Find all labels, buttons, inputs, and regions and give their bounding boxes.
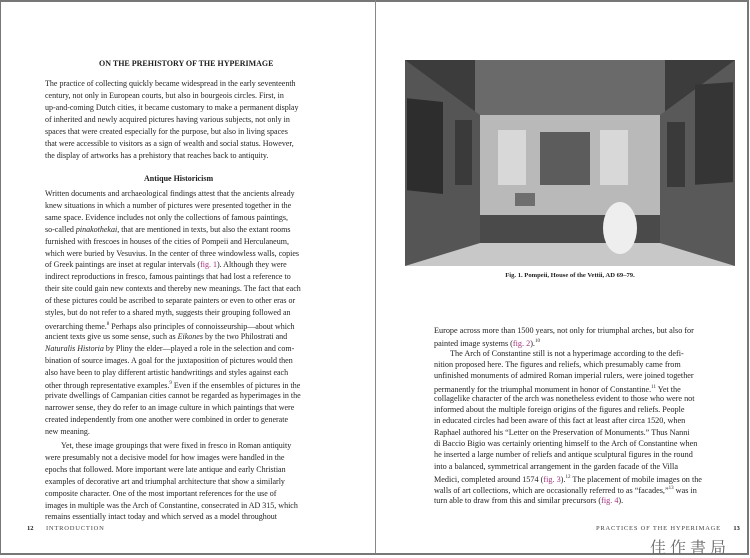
text-run: The placement of mobile images on the [570, 474, 702, 484]
text-line [434, 438, 697, 450]
text-run: turn able to draw from this and similar precursors ( [434, 495, 602, 505]
text-run: ). [618, 495, 624, 505]
text-run: nition proposed here. The figures and reliefs, which presumably came from [434, 359, 681, 369]
text-line [45, 283, 301, 295]
text-line [45, 295, 295, 307]
running-head-right: PRACTICES OF THE HYPERIMAGE [596, 525, 721, 532]
text-run: ). [560, 474, 566, 484]
footnote-marker[interactable]: 13 [668, 486, 674, 492]
text-run: The Arch of Constantine still is not a hyperimage according to the defi- [450, 348, 684, 358]
text-run: ). [530, 339, 535, 349]
text-line [45, 307, 291, 319]
text-run: century, not only in European courts, but also in bourgeois circles. First, in [45, 91, 284, 100]
left-footer [27, 525, 105, 532]
text-run: he inserted a large number of reliefs and antique sculptural figures in the round [434, 450, 693, 460]
text-run: Medici, completed around 1574 ( [434, 474, 544, 484]
text-line [45, 452, 284, 464]
text-run: other through representative examples. [45, 381, 170, 391]
text-line [45, 102, 298, 114]
text-run: indirect reproductions in fresco, famous paintings that had lost a reference to [45, 272, 291, 282]
text-run: of these pictures could be ascribed to separate painters or even to other eras or [45, 296, 296, 306]
footnote-marker[interactable]: 12 [565, 474, 571, 480]
text-line [434, 404, 685, 416]
text-line [45, 343, 294, 355]
text-run: also have been to play different artistic handwritings and styles against each [45, 367, 289, 377]
text-line [45, 367, 288, 379]
figure-reference-link[interactable]: fig. 3 [543, 474, 561, 484]
italic-title: pinakothekai [75, 224, 118, 234]
text-run: Raphael authored his “Letter on the Preservation of Monuments.” Thus Nanni [434, 427, 690, 437]
text-run: Even if the ensembles of pictures in the [171, 381, 301, 391]
text-run: their site could gain new contexts and thereby new meanings. The fact that each [45, 284, 301, 294]
text-run: remains essentially intact today and which served as a model throughout [45, 512, 277, 522]
text-run: overarching theme. [45, 321, 107, 331]
text-run: Perhaps also principles of connoisseurship—about which [109, 321, 295, 331]
text-run: , that are mentioned in texts, but also the extant rooms [117, 224, 291, 234]
text-run: Yet, these image groupings that were fixed in fresco in Roman antiquity [61, 441, 292, 450]
text-line [45, 236, 289, 248]
text-run: private dwellings of Campanian cities cannot be regarded as hyperimages in the [45, 391, 301, 401]
text-run: narrower sense, they do refer to an image culture in which paintings that were [45, 403, 295, 413]
text-run: furnished with frescoes in houses of the cities of Pompeii and Herculaneum, [45, 236, 289, 246]
text-run: created independently from one another were combined in order to generate [45, 415, 289, 425]
text-run: into a balanced, symmetrical arrangement in the garden facade of the Villa [434, 461, 678, 471]
text-run: so-called [45, 224, 76, 234]
text-run: spaces that were created especially for the purpose, but also in living spaces [45, 127, 288, 136]
text-line [434, 325, 694, 337]
text-run: was in [673, 486, 697, 496]
subheading: Antique Historicism [144, 174, 214, 183]
text-run: new meaning. [45, 427, 90, 436]
text-line [45, 414, 288, 426]
text-line [45, 331, 287, 343]
text-run: Yet the [655, 384, 681, 394]
text-run: by the two Philostrati and [202, 331, 288, 341]
text-run: collagelike character of the arch was nonetheless evident to those who were not [434, 393, 695, 403]
italic-title: Eikones [177, 331, 203, 341]
text-run: by Pliny the elder—played a role in the selection and com- [103, 343, 295, 353]
text-line [434, 449, 693, 461]
text-line [45, 464, 286, 476]
text-run: of Greek paintings are inset at regular intervals ( [45, 260, 201, 270]
text-run: unfinished monuments of admired Roman imperial rulers, were joined together [434, 371, 694, 381]
text-run: di Baccio Bigio was certainly orienting himself to the Arch of Constantine when [434, 439, 698, 448]
footnote-marker[interactable]: 9 [169, 381, 172, 387]
text-run: of inherited and newly acquired pictures having various subjects, not only in [45, 115, 290, 124]
figure-reference-link[interactable]: fig. 2 [512, 339, 531, 349]
text-line [45, 500, 298, 512]
text-run: permanently for the triumphal monument in honor of Constantine. [434, 384, 652, 394]
text-line [45, 200, 291, 212]
text-line [434, 393, 695, 405]
text-run: knew situations in which a number of pictures were presented together in the [45, 200, 292, 210]
text-run: composite character. One of the most important references for the use of [45, 488, 277, 498]
text-line [45, 402, 294, 414]
text-line [45, 126, 288, 138]
text-run: Written documents and archaeological findings attest that the ancients already [45, 189, 295, 198]
text-line [45, 114, 290, 126]
text-line [45, 224, 291, 236]
text-run: ancient texts give us some sense, such as [45, 331, 178, 341]
figure-caption: Fig. 1. Pompeii, House of the Vettii, AD 69–79. [505, 272, 635, 279]
right-footer [596, 525, 740, 532]
text-line [45, 188, 295, 200]
figure-photo-pompeii-room [405, 60, 735, 266]
text-line [45, 390, 301, 402]
footnote-marker[interactable]: 10 [534, 339, 540, 345]
running-head-left: INTRODUCTION [45, 525, 105, 532]
text-run: Europe across more than 1500 years, not only for triumphal arches, but also for [434, 326, 694, 335]
text-line [45, 355, 293, 367]
text-line [45, 259, 287, 271]
text-line [45, 476, 285, 488]
text-line [434, 415, 685, 427]
text-run: styles, but do not refer to a shared myth, suggests their grouping followed an [45, 308, 291, 317]
text-line [434, 495, 623, 507]
figure-reference-link[interactable]: fig. 1 [200, 260, 217, 270]
footnote-marker[interactable]: 8 [106, 321, 110, 327]
text-run: which were buried by Vesuvius. In the center of three windowless walls, copies [45, 248, 300, 258]
text-run: in educated circles had been aware of this fact at least after circa 1520, when [434, 416, 686, 426]
text-line [45, 212, 288, 224]
text-line [45, 426, 90, 438]
text-line [434, 348, 684, 360]
text-line [45, 440, 291, 452]
section-heading: ON THE PREHISTORY OF THE HYPERIMAGE [99, 59, 274, 68]
text-line [45, 488, 276, 500]
text-line [45, 90, 284, 102]
text-run: up-and-coming Dutch cities, it became customary to make a permanent display [45, 103, 299, 112]
text-run: bination of source images. A goal for the juxtaposition of pictures would then [45, 355, 293, 365]
text-line [45, 150, 268, 162]
footnote-marker[interactable]: 11 [651, 384, 656, 390]
text-run: same space. Evidence includes not only the collections of famous paintings, [45, 212, 289, 222]
text-line [45, 271, 291, 283]
figure-reference-link[interactable]: fig. 4 [601, 495, 619, 505]
text-run: images in multiple was the Arch of Constantine, consecrated in AD 315, which [45, 500, 298, 510]
text-line [434, 359, 681, 371]
text-line [45, 248, 299, 260]
page-number-right: 13 [733, 525, 740, 532]
page-number-left: 12 [27, 525, 34, 532]
text-run: The practice of collecting quickly became widespread in the early seventeenth [45, 79, 296, 88]
text-run: ). Although they were [216, 260, 287, 270]
text-run: walls of art collections, which are occasionally referred to as “facades,” [434, 486, 669, 496]
text-run: painted image systems ( [434, 339, 513, 349]
italic-title: Naturalis Historia [45, 343, 104, 353]
text-line [434, 461, 678, 473]
publisher-watermark: 佳作書局 [650, 538, 731, 557]
text-run: informed about the multiple foreign origins of the figures and reliefs. People [434, 405, 685, 415]
text-line [45, 138, 294, 150]
text-line [45, 511, 277, 523]
text-run: examples of decorative art and triumphal architecture that show a similarly [45, 476, 285, 486]
text-line [434, 427, 690, 439]
text-run: were presumably not a decisive model for how images were handled in the [45, 452, 285, 462]
text-line [45, 78, 296, 90]
text-run: epochs that followed. More important were late antique and early Christian [45, 464, 286, 474]
text-run: that were accessible to visitors as a sign of wealth and social status. However, [45, 139, 294, 148]
gutter-divider [375, 0, 376, 553]
text-line [434, 370, 694, 382]
text-run: the display of artworks has a prehistory that reaches back to antiquity. [45, 151, 269, 160]
